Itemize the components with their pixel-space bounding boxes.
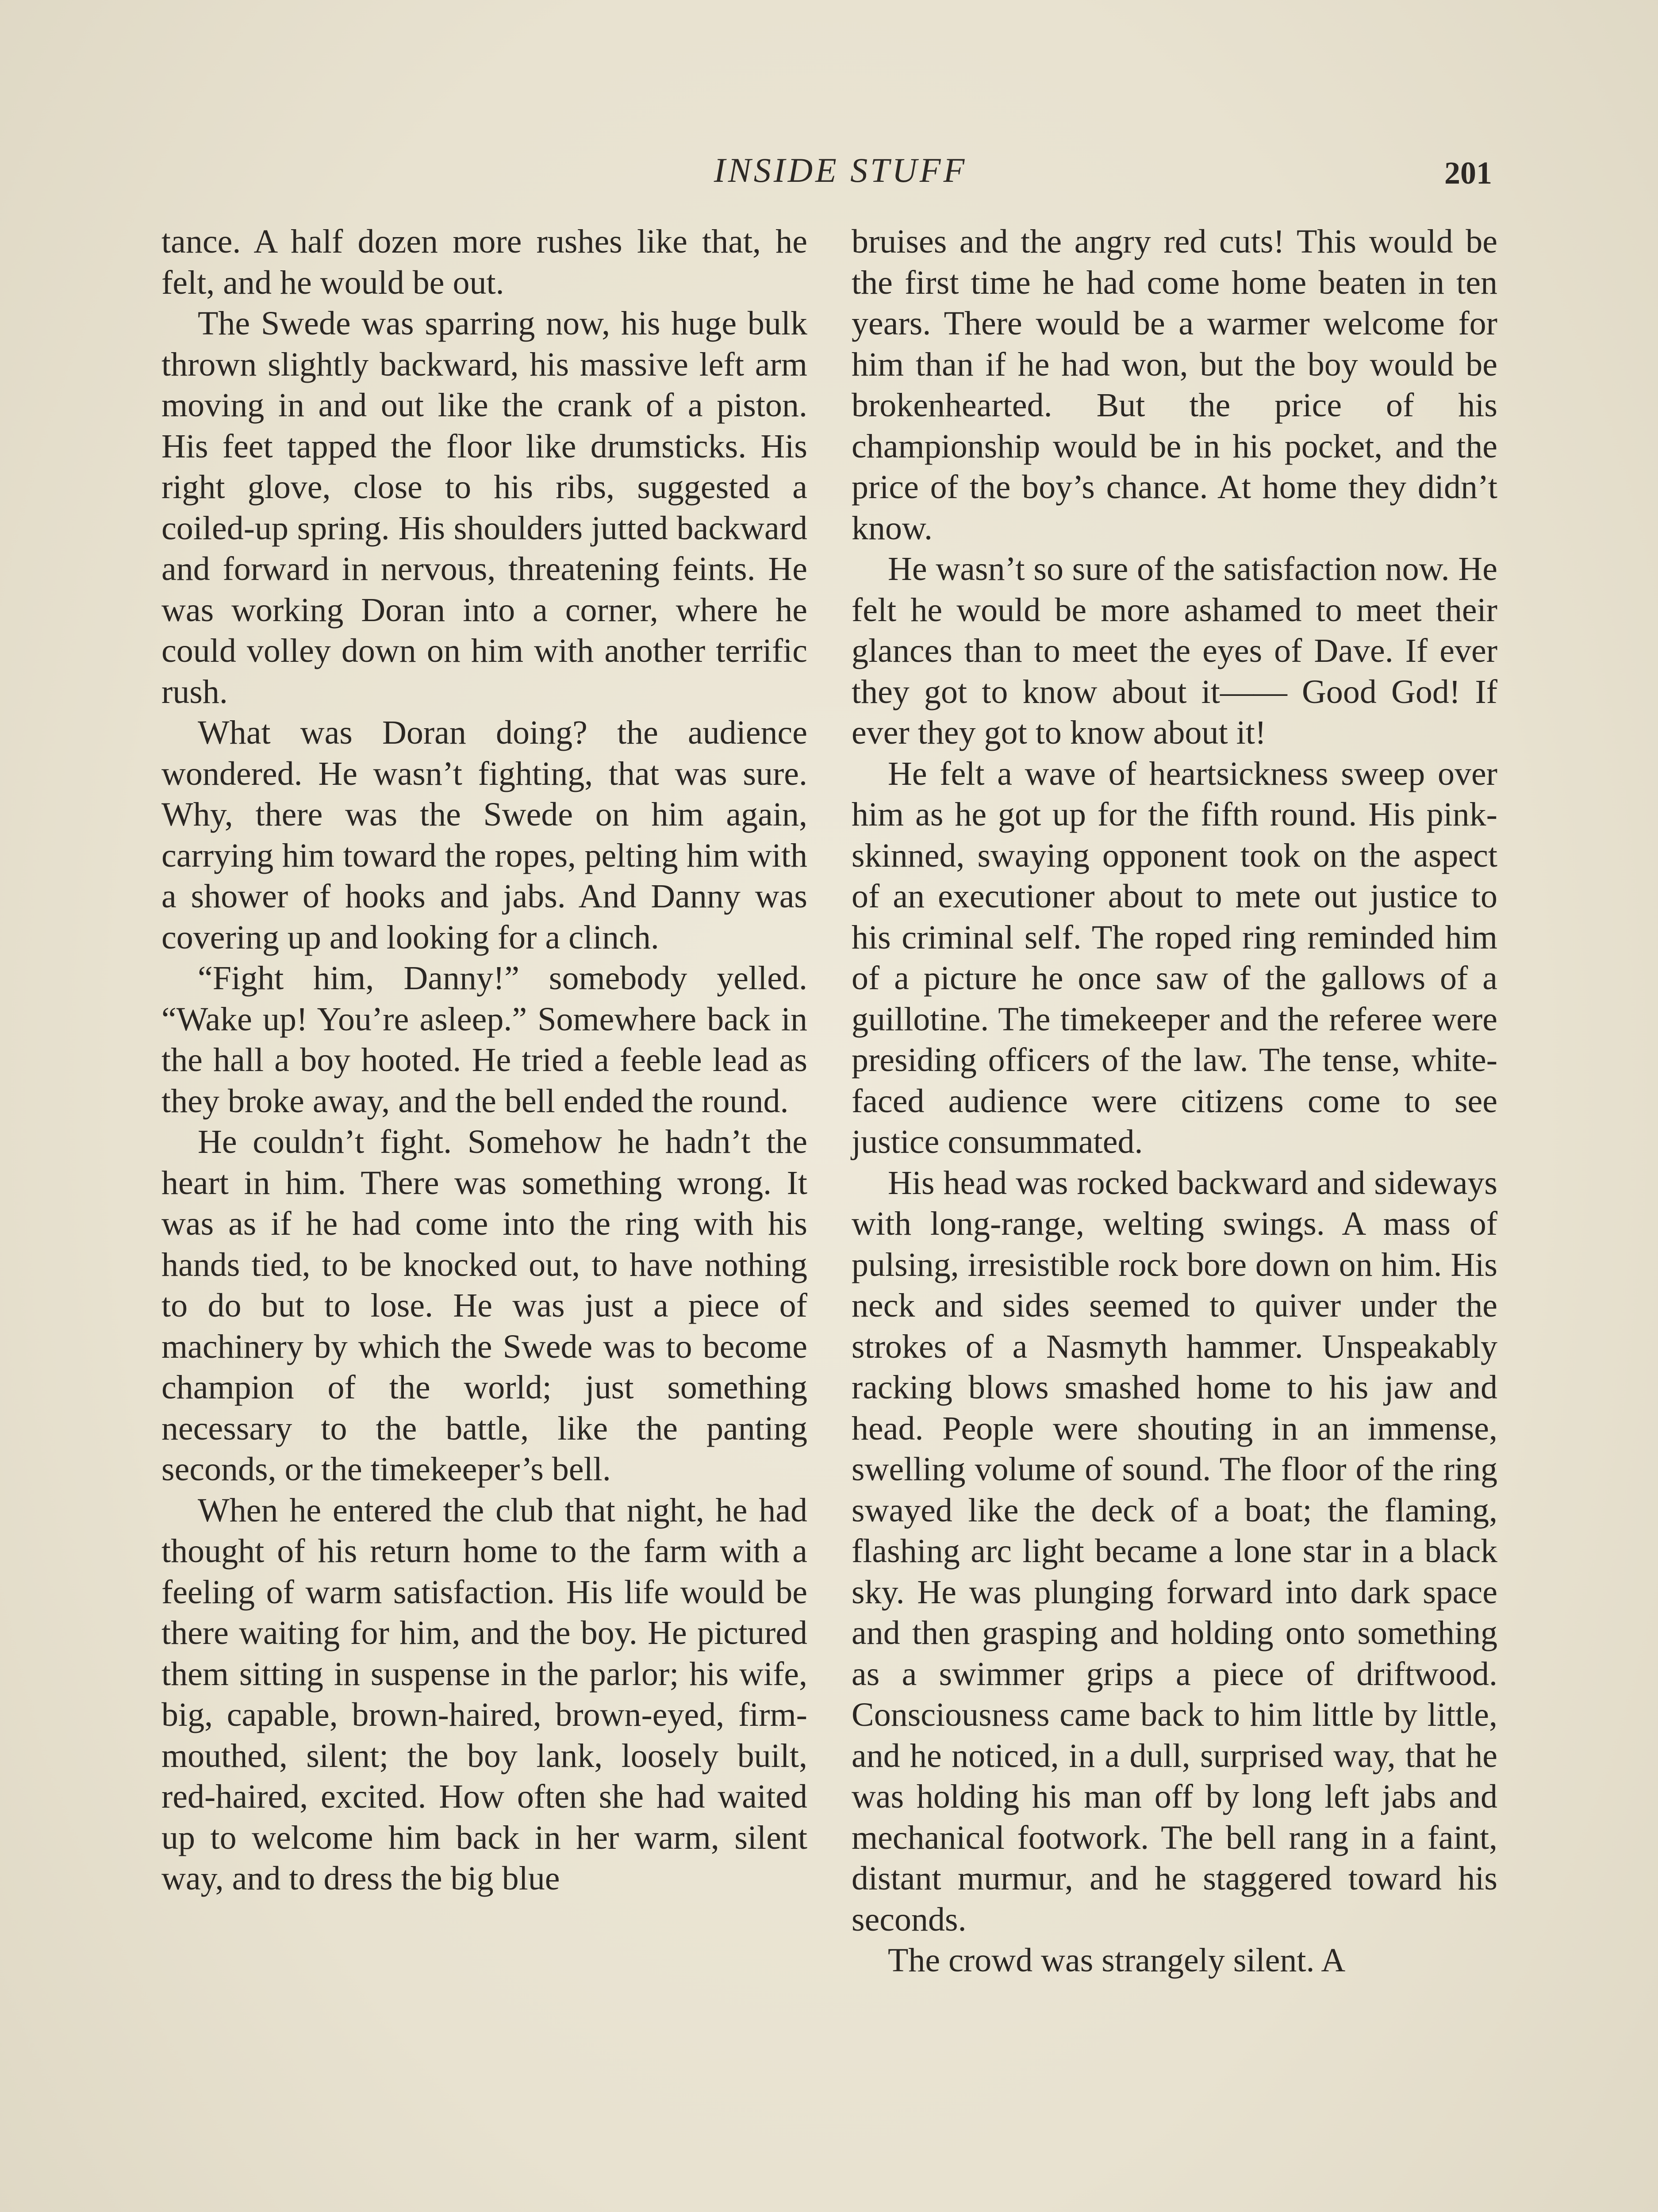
paragraph: The crowd was strangely silent. A [888,1942,1346,1979]
right-column [852,221,1497,1981]
paragraph: He wasn’t so sure of the satisfaction now. He felt he would be more ashamed to meet their glances than to meet the eyes of Dave. If ever they got to know about it—— Good God! If ever they got to know about it! [852,550,1497,751]
paragraph: His head was rocked backward and sideways with long-range, welting swings. A mass of pulsing, irresistible rock bore down on him. His neck and sides seemed to quiver under the strokes of a Nasmyth hammer. Unspeakably racking blows smashed home to his jaw and head. People were shouting in an immense, swelling volume of sound. The floor of the ring swayed like the deck of a boat; the flaming, flashing arc light became a lone star in a black sky. He was plunging forward into dark space and then grasping and holding onto something as a swimmer grips a piece of driftwood. Consciousness came back to him little by little, and he noticed, in a dull, surprised way, that he was holding his man off by long left jabs and mechanical footwork. The bell rang in a faint, distant murmur, and he staggered toward his seconds. [852,1164,1497,1938]
paragraph: When he entered the club that night, he had thought of his return home to the farm with a feeling of warm satisfaction. His life would be there waiting for him, and the boy. He pictured them sitting in suspense in the parlor; his wife, big, capable, brown-haired, brown-eyed, firm-mouthed, silent; the boy lank, loosely built, red-haired, excited. How often she had waited up to welcome him back in her warm, silent way, and to dress the big blue [161,1491,807,1897]
left-column [161,221,807,1899]
paragraph: “Fight him, Danny!” somebody yelled. “Wake up! You’re asleep.” Somewhere back in the hall a boy hooted. He tried a feeble lead as they broke away, and the bell ended the round. [161,960,807,1120]
paragraph: He felt a wave of heartsickness sweep over him as he got up for the fifth round. His pink-skinned, swaying opponent took on the aspect of an executioner about to mete out justice to his criminal self. The roped ring reminded him of a picture he once saw of the gallows of a guillotine. The timekeeper and the referee were presiding officers of the law. The tense, white-faced audience were citizens come to see justice consummated. [852,755,1497,1160]
page-number: 201 [1444,155,1492,191]
paragraph: The Swede was sparring now, his huge bulk thrown slightly backward, his massive left arm moving in and out like the crank of a piston. His feet tapped the floor like drumsticks. His right glove, close to his ribs, suggested a coiled-up spring. His shoulders jutted backward and forward in nervous, threatening feints. He was working Doran into a corner, where he could volley down on him with another terrific rush. [161,305,807,710]
paragraph: What was Doran doing? the audience wondered. He wasn’t fighting, that was sure. Why, there was the Swede on him again, carrying him toward the ropes, pelting him with a shower of hooks and jabs. And Danny was covering up and looking for a clinch. [161,714,807,956]
running-title: INSIDE STUFF [714,151,967,189]
paragraph: bruises and the angry red cuts! This would be the first time he had come home beaten in ten years. There would be a warmer welcome for him than if he had won, but the boy would be brokenhearted. But the price of his championship would be in his pocket, and the price of the boy’s chance. At home they didn’t know. [852,223,1497,547]
paragraph: He couldn’t fight. Somehow he hadn’t the heart in him. There was something wrong. It was as if he had come into the ring with his hands tied, to be knocked out, to have nothing to do but to lose. He was just a piece of machinery by which the Swede was to become champion of the world; just something necessary to the battle, like the panting seconds, or the timekeeper’s bell. [161,1123,807,1488]
paragraph: tance. A half dozen more rushes like that, he felt, and he would be out. [161,223,807,301]
